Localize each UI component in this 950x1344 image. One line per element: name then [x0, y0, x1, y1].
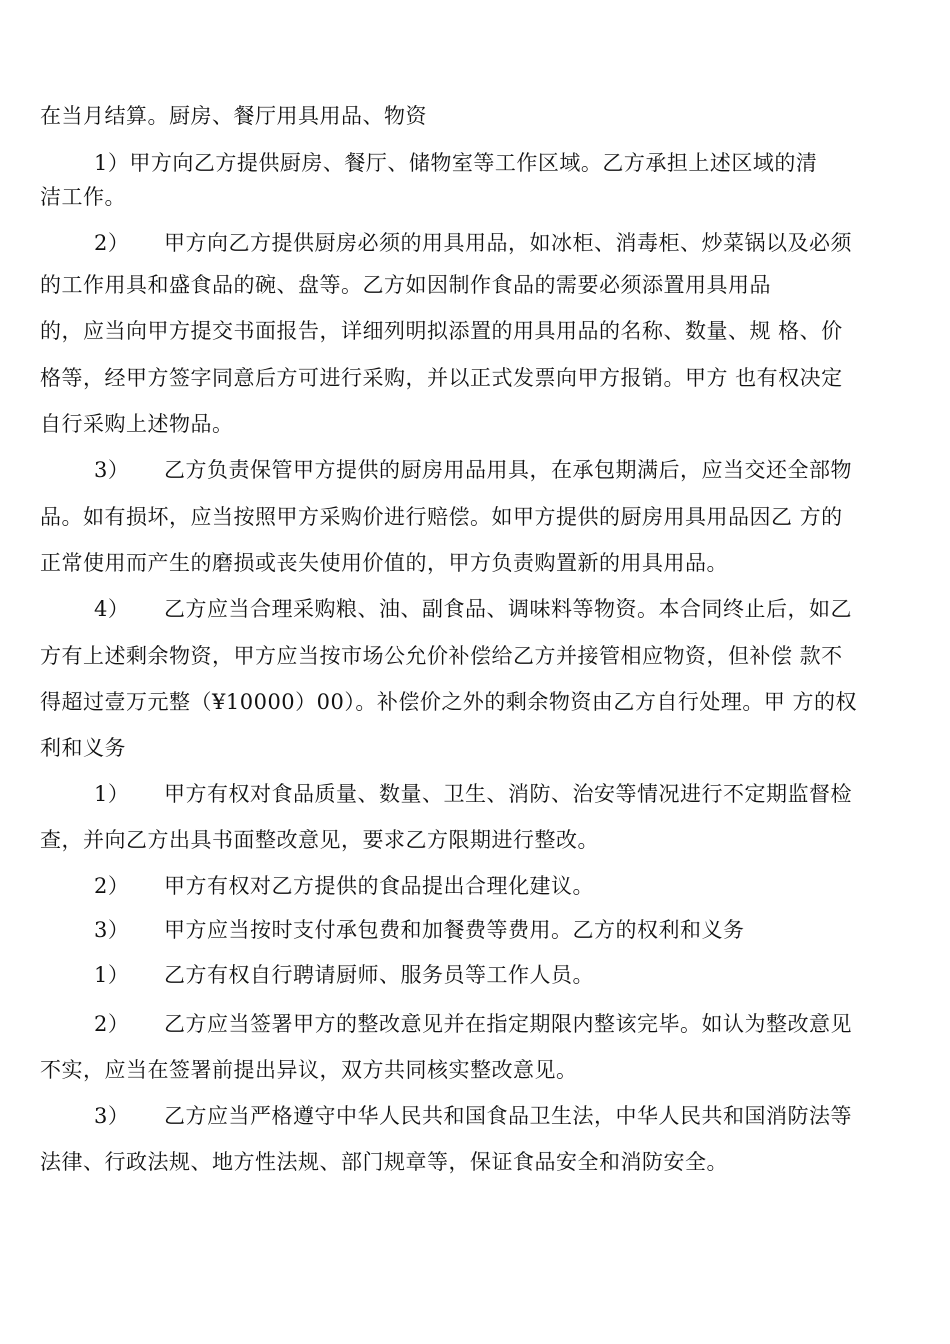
text-line: 不实，应当在签署前提出异议，双方共同核实整改意见。: [40, 1058, 578, 1082]
text-line: 正常使用而产生的磨损或丧失使用价值的，甲方负责购置新的用具用品。: [40, 551, 728, 575]
item-number: 2）: [94, 231, 130, 255]
text-line: 洁工作。: [40, 185, 126, 209]
text-line: 得超过壹万元整（¥10000）00）。补偿价之外的剩余物资由乙方自行处理。甲 方的权: [40, 690, 858, 714]
item-number: 1）: [94, 782, 130, 806]
text-line: 查，并向乙方出具书面整改意见，要求乙方限期进行整改。: [40, 828, 599, 852]
item-text: 乙方应当合理采购粮、油、副食品、调味料等物资。本合同终止后，如乙: [164, 597, 852, 621]
item-text: 甲方有权对食品质量、数量、卫生、消防、治安等情况进行不定期监督检: [164, 782, 852, 806]
text-line: 自行采购上述物品。: [40, 412, 234, 436]
text-line: [94, 1010, 852, 1038]
text-line: 的，应当向甲方提交书面报告，详细列明拟添置的用具用品的名称、数量、规 格、价: [40, 319, 843, 343]
text-line: 品。如有损坏，应当按照甲方采购价进行赔偿。如甲方提供的厨房用具用品因乙 方的: [40, 505, 843, 529]
item-text: 乙方应当严格遵守中华人民共和国食品卫生法，中华人民共和国消防法等: [164, 1104, 852, 1128]
text-line: [94, 780, 852, 808]
text-line: [94, 229, 852, 257]
text-line: 的工作用具和盛食品的碗、盘等。乙方如因制作食品的需要必须添置用具用品: [40, 273, 771, 297]
text-line: 格等，经甲方签字同意后方可进行采购，并以正式发票向甲方报销。甲方 也有权决定: [40, 366, 843, 390]
item-text: 甲方有权对乙方提供的食品提出合理化建议。: [164, 874, 594, 898]
item-number: 3）: [94, 918, 130, 942]
item-number: 2）: [94, 874, 130, 898]
text-line: [94, 456, 852, 484]
item-number: 2）: [94, 1012, 130, 1036]
text-line: 在当月结算。厨房、餐厅用具用品、物资: [40, 104, 427, 128]
text-line: 1）甲方向乙方提供厨房、餐厅、储物室等工作区域。乙方承担上述区域的清: [94, 151, 818, 175]
item-number: 3）: [94, 1104, 130, 1128]
item-number: 3）: [94, 458, 130, 482]
item-number: 4）: [94, 597, 130, 621]
text-line: 方有上述剩余物资，甲方应当按市场公允价补偿给乙方并接管相应物资，但补偿 款不: [40, 644, 843, 668]
item-text: 甲方向乙方提供厨房必须的用具用品，如冰柜、消毒柜、炒菜锅以及必须: [164, 231, 852, 255]
item-text: 乙方负责保管甲方提供的厨房用品用具，在承包期满后，应当交还全部物: [164, 458, 852, 482]
text-line: [94, 595, 852, 623]
text-line: [94, 1102, 852, 1130]
item-text: 乙方应当签署甲方的整改意见并在指定期限内整该完毕。如认为整改意见: [164, 1012, 852, 1036]
text-line: 法律、行政法规、地方性法规、部门规章等，保证食品安全和消防安全。: [40, 1150, 728, 1174]
item-number: 1）: [94, 963, 130, 987]
text-line: 利和义务: [40, 736, 126, 760]
text-line: [94, 961, 594, 989]
item-text: 甲方应当按时支付承包费和加餐费等费用。乙方的权利和义务: [164, 918, 745, 942]
item-text: 乙方有权自行聘请厨师、服务员等工作人员。: [164, 963, 594, 987]
text-line: [94, 872, 594, 900]
text-line: [94, 916, 745, 944]
